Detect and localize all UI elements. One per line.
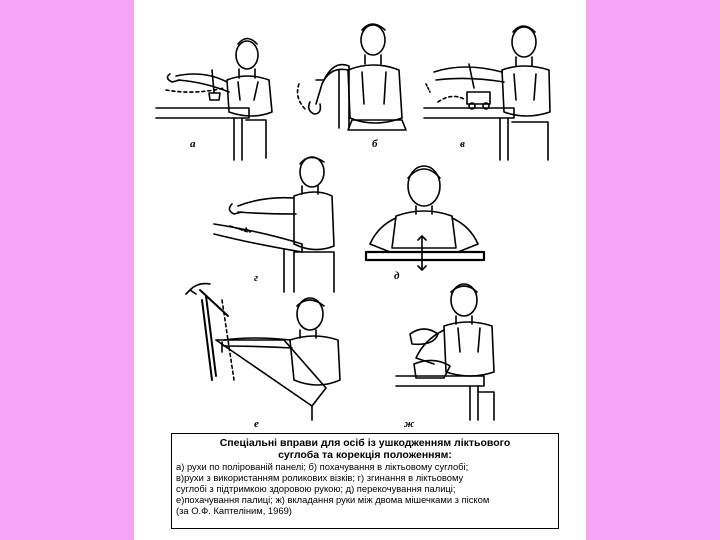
figure-d-drawing bbox=[214, 157, 334, 292]
caption-line: е)похачування палиці; ж) вкладання руки між двома мішечками з піском bbox=[176, 493, 490, 505]
caption-box bbox=[171, 433, 559, 529]
figure-label-f: е bbox=[254, 418, 259, 430]
exercise-illustrations bbox=[134, 0, 586, 430]
figure-b-drawing bbox=[298, 24, 406, 130]
figure-g-drawing bbox=[396, 284, 494, 420]
figure-a-drawing bbox=[156, 39, 272, 161]
caption-title-line-2: суглоба та корекція положенням: bbox=[278, 449, 452, 461]
caption-source: (за О.Ф. Каптеліним, 1969) bbox=[176, 504, 292, 516]
caption-title-line-1: Спеціальні вправи для осіб із ушкодженням ліктьового bbox=[219, 437, 511, 449]
document-page bbox=[134, 0, 586, 540]
figure-c-drawing bbox=[424, 26, 550, 160]
figure-label-c: в bbox=[460, 138, 465, 150]
figure-label-g: ж bbox=[404, 418, 415, 430]
figure-label-a: а bbox=[190, 138, 196, 150]
figure-label-d: г bbox=[254, 272, 259, 284]
caption-body bbox=[176, 462, 554, 517]
caption-line: в)рухи з використанням роликових візків; г) згинання в ліктьовому bbox=[176, 471, 464, 483]
caption-line: суглобі з підтримкою здоровою рукою; д) перекочування палиці; bbox=[176, 482, 456, 494]
figure-label-b: б bbox=[372, 138, 378, 150]
figure-e-drawing bbox=[366, 166, 484, 270]
caption-line: а) рухи по полірованій панелі; б) похачування в ліктьовому суглобі; bbox=[176, 461, 469, 472]
figure-f-drawing bbox=[186, 284, 340, 420]
figure-label-e: д bbox=[394, 270, 400, 282]
